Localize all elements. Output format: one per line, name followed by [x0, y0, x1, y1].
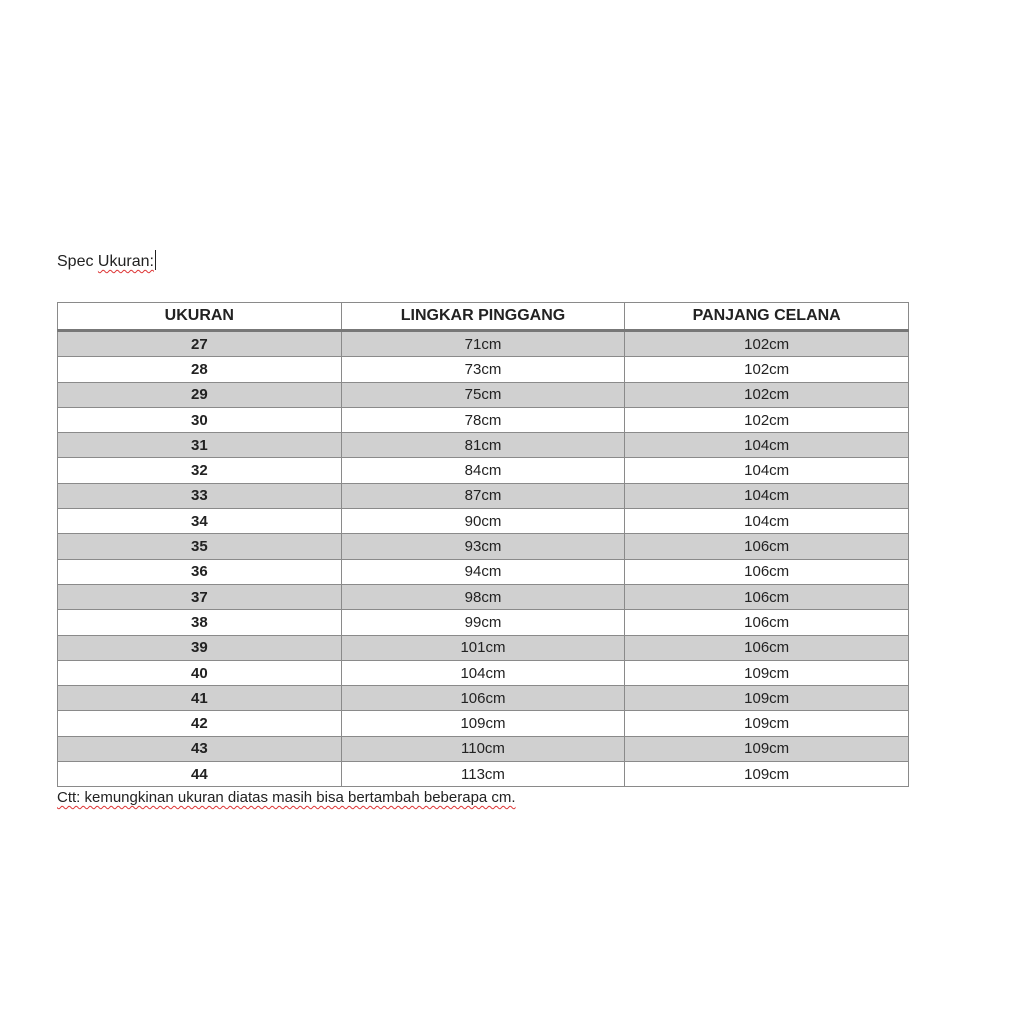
table-row [58, 711, 909, 736]
cell-length: 109cm [625, 660, 909, 685]
cell-length: 106cm [625, 559, 909, 584]
cell-length: 104cm [625, 433, 909, 458]
cell-size: 37 [58, 584, 342, 609]
cell-length: 102cm [625, 382, 909, 407]
cell-size: 27 [58, 331, 342, 357]
cell-size: 39 [58, 635, 342, 660]
cell-size: 28 [58, 357, 342, 382]
cell-length: 102cm [625, 407, 909, 432]
cell-length: 104cm [625, 483, 909, 508]
note-content: Ctt: kemungkinan ukuran diatas masih bisa bertambah beberapa cm. [57, 789, 516, 806]
cell-size: 33 [58, 483, 342, 508]
cell-waist: 94cm [341, 559, 625, 584]
table-row [58, 357, 909, 382]
table-row [58, 331, 909, 357]
cell-waist: 81cm [341, 433, 625, 458]
cell-length: 106cm [625, 635, 909, 660]
text-cursor [155, 250, 156, 270]
cell-waist: 90cm [341, 509, 625, 534]
cell-size: 35 [58, 534, 342, 559]
cell-size: 40 [58, 660, 342, 685]
spec-word: Spec [57, 253, 94, 270]
cell-length: 102cm [625, 331, 909, 357]
cell-size: 44 [58, 762, 342, 787]
cell-waist: 113cm [341, 762, 625, 787]
header-ukuran: UKURAN [58, 303, 342, 331]
cell-length: 109cm [625, 762, 909, 787]
cell-length: 102cm [625, 357, 909, 382]
cell-size: 41 [58, 686, 342, 711]
table-row [58, 458, 909, 483]
table-row [58, 509, 909, 534]
cell-waist: 84cm [341, 458, 625, 483]
cell-waist: 75cm [341, 382, 625, 407]
table-row [58, 635, 909, 660]
cell-waist: 106cm [341, 686, 625, 711]
cell-waist: 87cm [341, 483, 625, 508]
table-row [58, 559, 909, 584]
table-row [58, 483, 909, 508]
cell-length: 106cm [625, 534, 909, 559]
table-row [58, 584, 909, 609]
cell-length: 104cm [625, 458, 909, 483]
cell-length: 109cm [625, 736, 909, 761]
table-row [58, 433, 909, 458]
cell-length: 109cm [625, 686, 909, 711]
cell-length: 106cm [625, 610, 909, 635]
cell-size: 38 [58, 610, 342, 635]
note-text [57, 789, 516, 806]
spec-label[interactable] [57, 250, 156, 271]
table-row [58, 610, 909, 635]
cell-waist: 109cm [341, 711, 625, 736]
cell-size: 36 [58, 559, 342, 584]
header-lingkar-pinggang: LINGKAR PINGGANG [341, 303, 625, 331]
table-row [58, 660, 909, 685]
cell-size: 32 [58, 458, 342, 483]
cell-waist: 71cm [341, 331, 625, 357]
cell-waist: 104cm [341, 660, 625, 685]
cell-size: 42 [58, 711, 342, 736]
table-row [58, 762, 909, 787]
cell-waist: 78cm [341, 407, 625, 432]
cell-size: 31 [58, 433, 342, 458]
cell-waist: 93cm [341, 534, 625, 559]
header-panjang-celana: PANJANG CELANA [625, 303, 909, 331]
cell-waist: 99cm [341, 610, 625, 635]
cell-size: 29 [58, 382, 342, 407]
size-table [57, 302, 909, 787]
cell-length: 109cm [625, 711, 909, 736]
table-row [58, 736, 909, 761]
table-row [58, 407, 909, 432]
table-row [58, 534, 909, 559]
table-header-row [58, 303, 909, 331]
cell-length: 104cm [625, 509, 909, 534]
cell-size: 43 [58, 736, 342, 761]
cell-length: 106cm [625, 584, 909, 609]
table-row [58, 686, 909, 711]
cell-waist: 98cm [341, 584, 625, 609]
cell-waist: 110cm [341, 736, 625, 761]
cell-waist: 101cm [341, 635, 625, 660]
ukuran-word: Ukuran: [97, 253, 154, 270]
cell-size: 30 [58, 407, 342, 432]
table-row [58, 382, 909, 407]
cell-waist: 73cm [341, 357, 625, 382]
cell-size: 34 [58, 509, 342, 534]
